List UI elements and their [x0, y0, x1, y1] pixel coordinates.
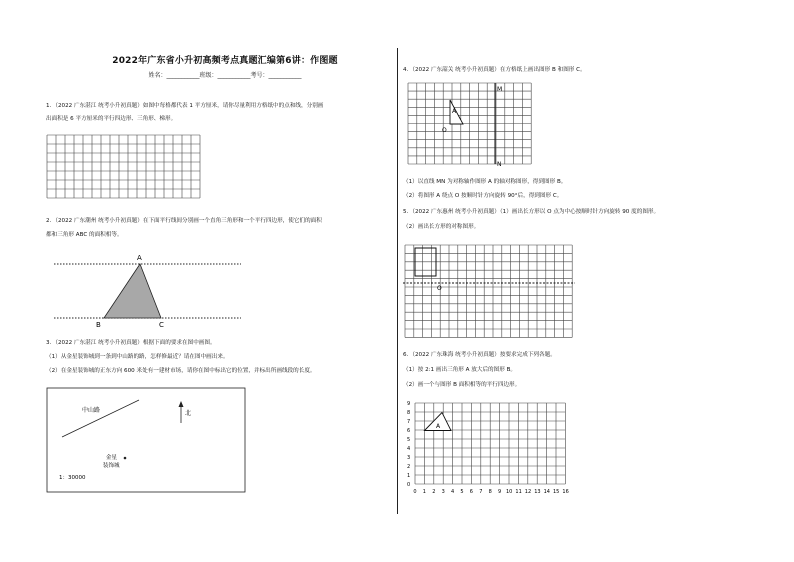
q4-sub2: （2）将图形 A 绕点 O 按顺时针方向旋转 90°后，得到图形 C。 [403, 193, 563, 199]
q6-coordinate-grid [403, 398, 579, 498]
x-tick-label: 12 [524, 489, 532, 495]
q3-text-line2: （1）从金星装饰城到一条到中山路的路，怎样修最近？请在图中画出来。 [46, 354, 229, 360]
x-tick-label: 0 [413, 489, 417, 495]
y-tick-label: 8 [407, 409, 411, 416]
x-tick-label: 14 [543, 489, 550, 495]
x-tick-label: 9 [498, 489, 502, 495]
y-tick-label: 0 [407, 481, 411, 488]
x-tick-label: 5 [460, 489, 464, 495]
q4-sub1: （1）以直线 MN 为对称轴作图形 A 的轴对称图形，得到图形 B。 [403, 179, 567, 185]
x-tick-label: 1 [422, 489, 426, 495]
q6-text-line1: 6．（2022 广东珠海 统考小升初真题）按要求完成下列各题。 [403, 352, 556, 358]
q4-label-o: O [442, 127, 447, 134]
q6-sub1: （1）按 2:1 画出三角形 A 放大后的图形 B。 [403, 367, 517, 373]
zhongshan-road-line [62, 400, 139, 437]
q2-label-b: B [96, 321, 101, 329]
q4-label-n: N [497, 161, 502, 168]
q5-text-line1: 5．（2022 广东惠州 统考小升初真题）（1）画出长方形以 O 点为中心按顺时针方向旋转 90 度的图形。 [403, 209, 660, 215]
q6-sub2: （2）画一个与图形 B 面积相等的平行四边形。 [403, 382, 521, 388]
q3-place-line1: 金星 [106, 455, 118, 461]
jinxing-point-icon [124, 457, 127, 460]
q2-text-line1: 2．（2022 广东潮州 统考小升初真题）在下面平行线间分别画一个直角三角形和一个平行四边形，使它们的面积 [46, 218, 322, 224]
q2-parallel-lines-figure [46, 248, 246, 330]
q3-north-label: 北 [185, 410, 192, 417]
q2-label-a: A [137, 254, 142, 262]
q4-grid-figure [406, 82, 536, 168]
q4-text-line1: 4．（2022 广东韶关 统考小升初真题）在方格纸上画出图形 B 和图形 C。 [403, 67, 586, 73]
y-tick-label: 6 [407, 427, 411, 434]
x-tick-label: 16 [562, 489, 569, 495]
q4-label-a: A [452, 108, 457, 115]
y-tick-label: 4 [407, 445, 411, 452]
q5-grid-figure [403, 244, 579, 341]
q3-map [46, 387, 246, 493]
q4-label-m: M [497, 86, 503, 93]
y-tick-label: 3 [407, 454, 411, 461]
q5-text-line2: （2）画出长方形的对称图形。 [403, 224, 480, 230]
x-tick-label: 7 [479, 489, 483, 495]
x-tick-label: 2 [432, 489, 436, 495]
x-tick-label: 4 [451, 489, 455, 495]
q3-text-line1: 3．（2022 广东湛江 统考小升初真题）根据下面的要求在图中画图。 [46, 340, 216, 346]
column-divider [397, 48, 398, 514]
y-tick-label: 7 [407, 418, 411, 425]
q5-label-o: O [437, 285, 442, 292]
q1-text-line1: 1．（2022 广东湛江 统考小升初真题）如图中每格都代表 1 平方厘米，请你尽量利用方格纸中的点和线，分别画 [46, 103, 324, 109]
q2-label-c: C [159, 321, 164, 329]
q3-place-line2: 装饰城 [103, 463, 120, 469]
x-tick-label: 3 [441, 489, 445, 495]
triangle-abc [104, 264, 161, 318]
q3-text-line3: （2）在金星装饰城的正东方向 600 米处有一建材市场，请你在图中标出它的位置，并标出所画线段的长度。 [46, 368, 316, 374]
x-tick-label: 8 [488, 489, 492, 495]
q3-scale-label: 1：30000 [59, 475, 86, 481]
x-tick-label: 10 [506, 489, 513, 495]
q6-label-a: A [436, 423, 441, 430]
x-tick-label: 15 [553, 489, 560, 495]
x-tick-label: 13 [534, 489, 541, 495]
page-title: 2022年广东省小升初高频考点真题汇编第6讲：作图题 [112, 56, 338, 66]
student-info-line: 姓名：___________班级：___________考号：___________ [148, 72, 302, 79]
x-tick-label: 6 [469, 489, 473, 495]
q2-text-line2: 都和三角形 ABC 的面积相等。 [46, 232, 123, 238]
y-tick-label: 1 [407, 472, 411, 479]
y-tick-label: 2 [407, 463, 411, 470]
x-tick-label: 11 [515, 489, 522, 495]
q1-text-line2: 出面积是 6 平方厘米的平行四边形、三角形、梯形。 [46, 116, 177, 122]
y-tick-label: 5 [407, 436, 411, 443]
y-tick-label: 9 [407, 400, 411, 407]
q3-road-label: 中山路 [82, 407, 101, 414]
q1-grid [46, 134, 206, 199]
